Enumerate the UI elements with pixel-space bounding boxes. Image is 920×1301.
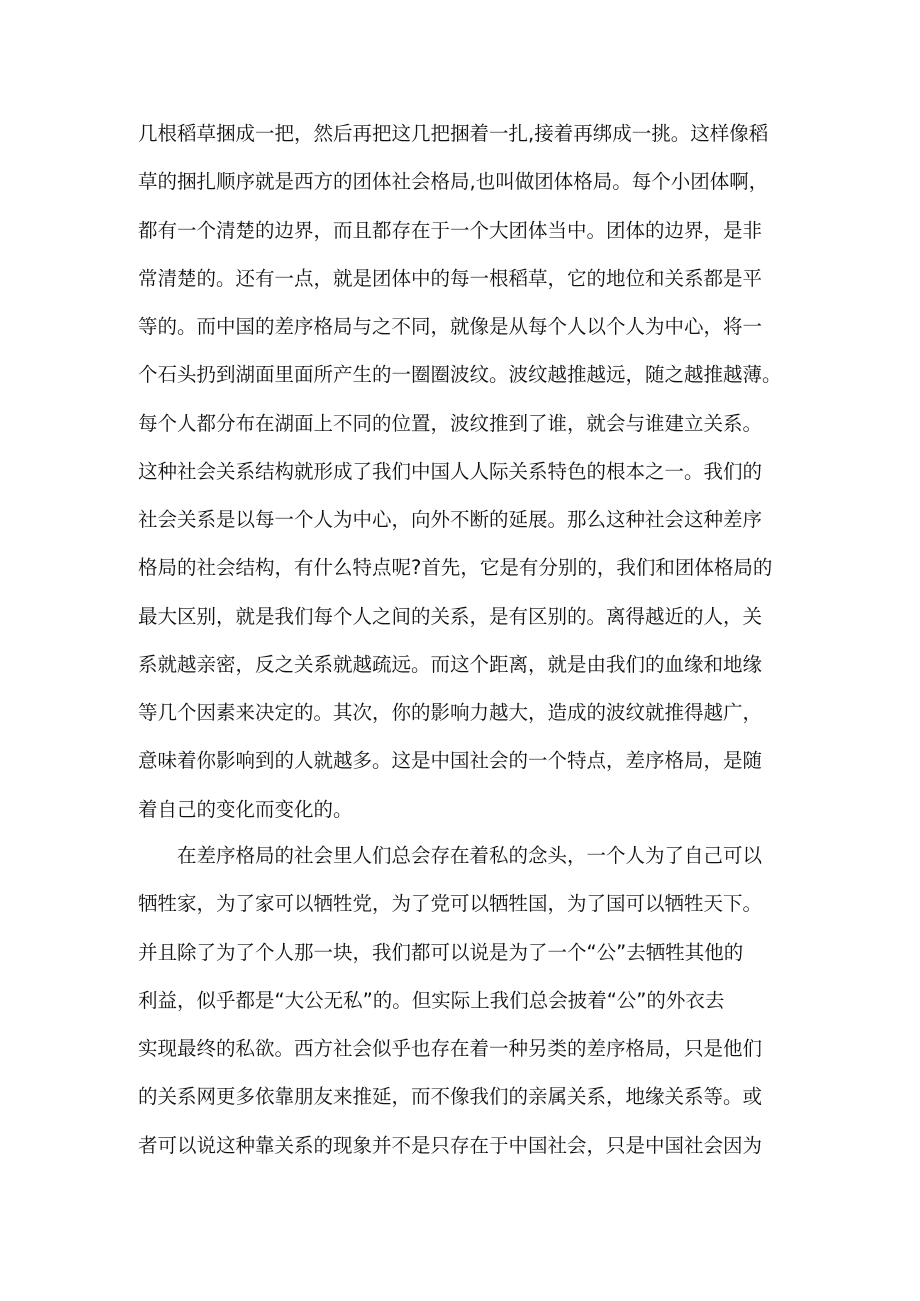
paragraph-2 [138, 832, 798, 1170]
text-line: 最大区别，就是我们每个人之间的关系，是有区别的。离得越近的人，关 [138, 604, 763, 628]
text-line: 这种社会关系结构就形成了我们中国人人际关系特色的根本之一。我们的 [138, 459, 763, 483]
text-line: 意味着你影响到的人就越多。这是中国社会的一个特点，差序格局，是随 [138, 749, 763, 773]
text-line: 利益，似乎都是“大公无私”的。但实际上我们总会披着“公”的外衣去 [138, 988, 725, 1012]
text-line: 几根稻草捆成一把，然后再把这几把捆着一扎,接着再绑成一挑。这样像稻 [138, 122, 769, 145]
text-line: 牺牲家，为了家可以牺牲党，为了党可以牺牲国，为了国可以牺牲天下。 [138, 892, 763, 916]
text-line: 在差序格局的社会里人们总会存在着私的念头，一个人为了自己可以 [138, 844, 763, 867]
text-line: 常清楚的。还有一点，就是团体中的每一根稻草，它的地位和关系都是平 [138, 266, 763, 290]
text-line: 实现最终的私欲。西方社会似乎也存在着一种另类的差序格局，只是他们 [138, 1037, 763, 1060]
text-line: 草的捆扎顺序就是西方的团体社会格局,也叫做团体格局。每个小团体啊， [138, 170, 769, 194]
text-line: 并且除了为了个人那一块，我们都可以说是为了一个“公”去牺牲其他的 [138, 940, 744, 964]
text-line: 格局的社会结构，有什么特点呢?首先，它是有分别的，我们和团体格局的 [138, 556, 773, 580]
text-line: 着自己的变化而变化的。 [138, 797, 353, 821]
text-line: 等的。而中国的差序格局与之不同，就像是从每个人以个人为中心，将一 [138, 315, 763, 338]
text-line: 的关系网更多依靠朋友来推延，而不像我们的亲属关系，地缘关系等。或 [138, 1085, 763, 1109]
paragraph-1 [138, 110, 798, 834]
text-line: 者可以说这种靠关系的现象并不是只存在于中国社会，只是中国社会因为 [138, 1133, 763, 1157]
text-line: 个石头扔到湖面里面所产生的一圈圈波纹。波纹越推越远，随之越推越薄。 [138, 363, 782, 387]
text-line: 社会关系是以每一个人为中心，向外不断的延展。那么这种社会这种差序 [138, 508, 763, 531]
text-line: 每个人都分布在湖面上不同的位置，波纹推到了谁，就会与谁建立关系。 [138, 411, 763, 435]
text-line: 系就越亲密，反之关系就越疏远。而这个距离，就是由我们的血缘和地缘 [138, 652, 763, 676]
text-line: 等几个因素来决定的。其次，你的影响力越大，造成的波纹就推得越广， [138, 701, 763, 724]
text-line: 都有一个清楚的边界，而且都存在于一个大团体当中。团体的边界，是非 [138, 218, 763, 242]
